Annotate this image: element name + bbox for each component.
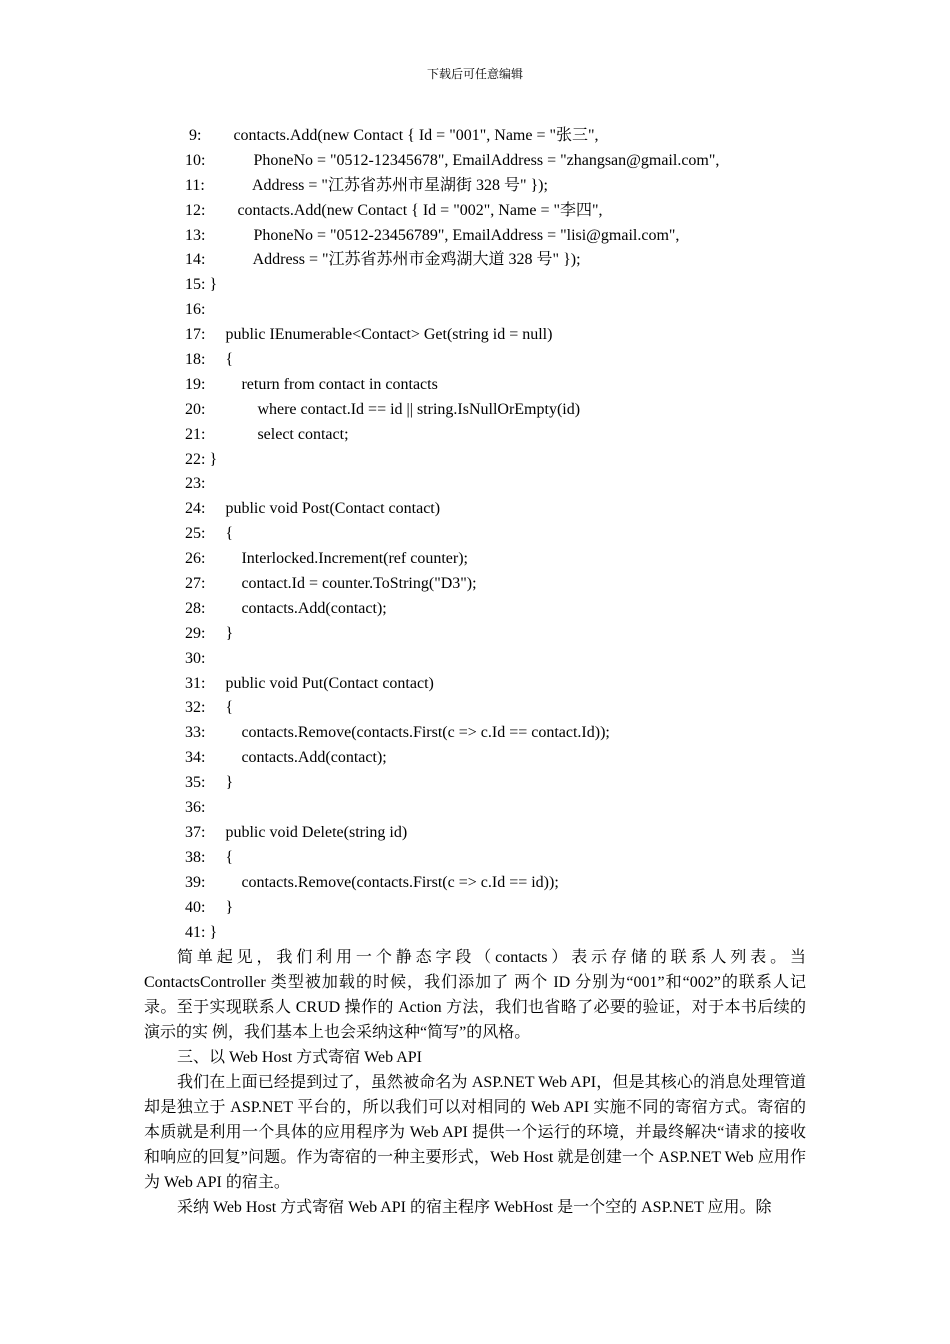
page-header: 下载后可任意编辑	[426, 67, 523, 81]
code-line: 25: {	[185, 525, 234, 543]
code-line: 14: Address = "江苏省苏州市金鸡湖大道 328 号" });	[185, 251, 581, 269]
section-heading-web-host: 三、以 Web Host 方式寄宿 Web API	[177, 1049, 422, 1066]
paragraph-webhost-program: 采纳 Web Host 方式寄宿 Web API 的宿主程序 WebHost 是一个空的 ASP.NET 应用。除	[177, 1199, 772, 1216]
code-line: 34: contacts.Add(contact);	[185, 749, 387, 767]
code-line: 36:	[185, 799, 206, 817]
code-line: 33: contacts.Remove(contacts.First(c => c.Id == contact.Id));	[185, 724, 610, 742]
code-listing	[185, 124, 825, 945]
code-line: 41: }	[185, 923, 218, 941]
code-line: 11: Address = "江苏省苏州市星湖街 328 号" });	[185, 176, 548, 194]
code-line: 32: {	[185, 699, 234, 717]
paragraph-hosting-overview: 我们在上面已经提到过了，虽然被命名为 ASP.NET Web API，但是其核心的消息处理管道却是独立于 ASP.NET 平台的，所以我们可以对相同的 Web API 实施不同的寄宿方式。寄宿的本质就是利用一个具体的应用程序为 Web API 提供一个运行的环境，并最终解决“请求的接收和响应的回复”问题。作为寄宿的一种主要形式，Web Host 就是创建一个 ASP.NET Web 应用作为 Web API 的宿主。	[144, 1074, 806, 1191]
code-line: 28: contacts.Add(contact);	[185, 599, 387, 617]
code-line: 13: PhoneNo = "0512-23456789", EmailAddress = "lisi@gmail.com",	[185, 226, 680, 244]
code-line: 31: public void Put(Contact contact)	[185, 674, 434, 692]
code-line: 22: }	[185, 450, 218, 468]
code-line: 24: public void Post(Contact contact)	[185, 500, 441, 518]
code-line: 29: }	[185, 624, 234, 642]
code-line: 35: }	[185, 774, 234, 792]
code-line: 37: public void Delete(string id)	[185, 823, 408, 841]
code-line: 26: Interlocked.Increment(ref counter);	[185, 550, 468, 568]
paragraph-static-field-explanation: 简单起见，我们利用一个静态字段（contacts）表示存储的联系人列表。当 ContactsController 类型被加载的时候，我们添加了 两个 ID 分别为“001”和“002”的联系人记录。至于实现联系人 CRUD 操作的 Action 方法，我们也省略了必要的验证，对于本书后续的演示的实 例，我们基本上也会采纳这种“简写”的风格。	[144, 949, 806, 1041]
code-line: 15: }	[185, 276, 218, 294]
code-line: 19: return from contact in contacts	[185, 375, 438, 393]
code-line: 10: PhoneNo = "0512-12345678", EmailAddress = "zhangsan@gmail.com",	[185, 151, 720, 169]
code-line: 16:	[185, 301, 206, 319]
code-line: 40: }	[185, 898, 234, 916]
code-line: 30:	[185, 649, 206, 667]
code-line: 18: {	[185, 351, 234, 369]
code-line: 9: contacts.Add(new Contact { Id = "001", Name = "张三",	[185, 127, 599, 144]
code-line: 39: contacts.Remove(contacts.First(c => c.Id == id));	[185, 873, 559, 891]
code-line: 21: select contact;	[185, 425, 349, 443]
code-line: 17: public IEnumerable<Contact> Get(string id = null)	[185, 326, 553, 344]
body-text	[144, 945, 806, 1220]
code-line: 23:	[185, 475, 206, 493]
code-line: 38: {	[185, 848, 234, 866]
code-line: 27: contact.Id = counter.ToString("D3");	[185, 575, 477, 593]
code-line: 12: contacts.Add(new Contact { Id = "002", Name = "李四",	[185, 201, 603, 219]
code-line: 20: where contact.Id == id || string.IsNullOrEmpty(id)	[185, 400, 581, 418]
